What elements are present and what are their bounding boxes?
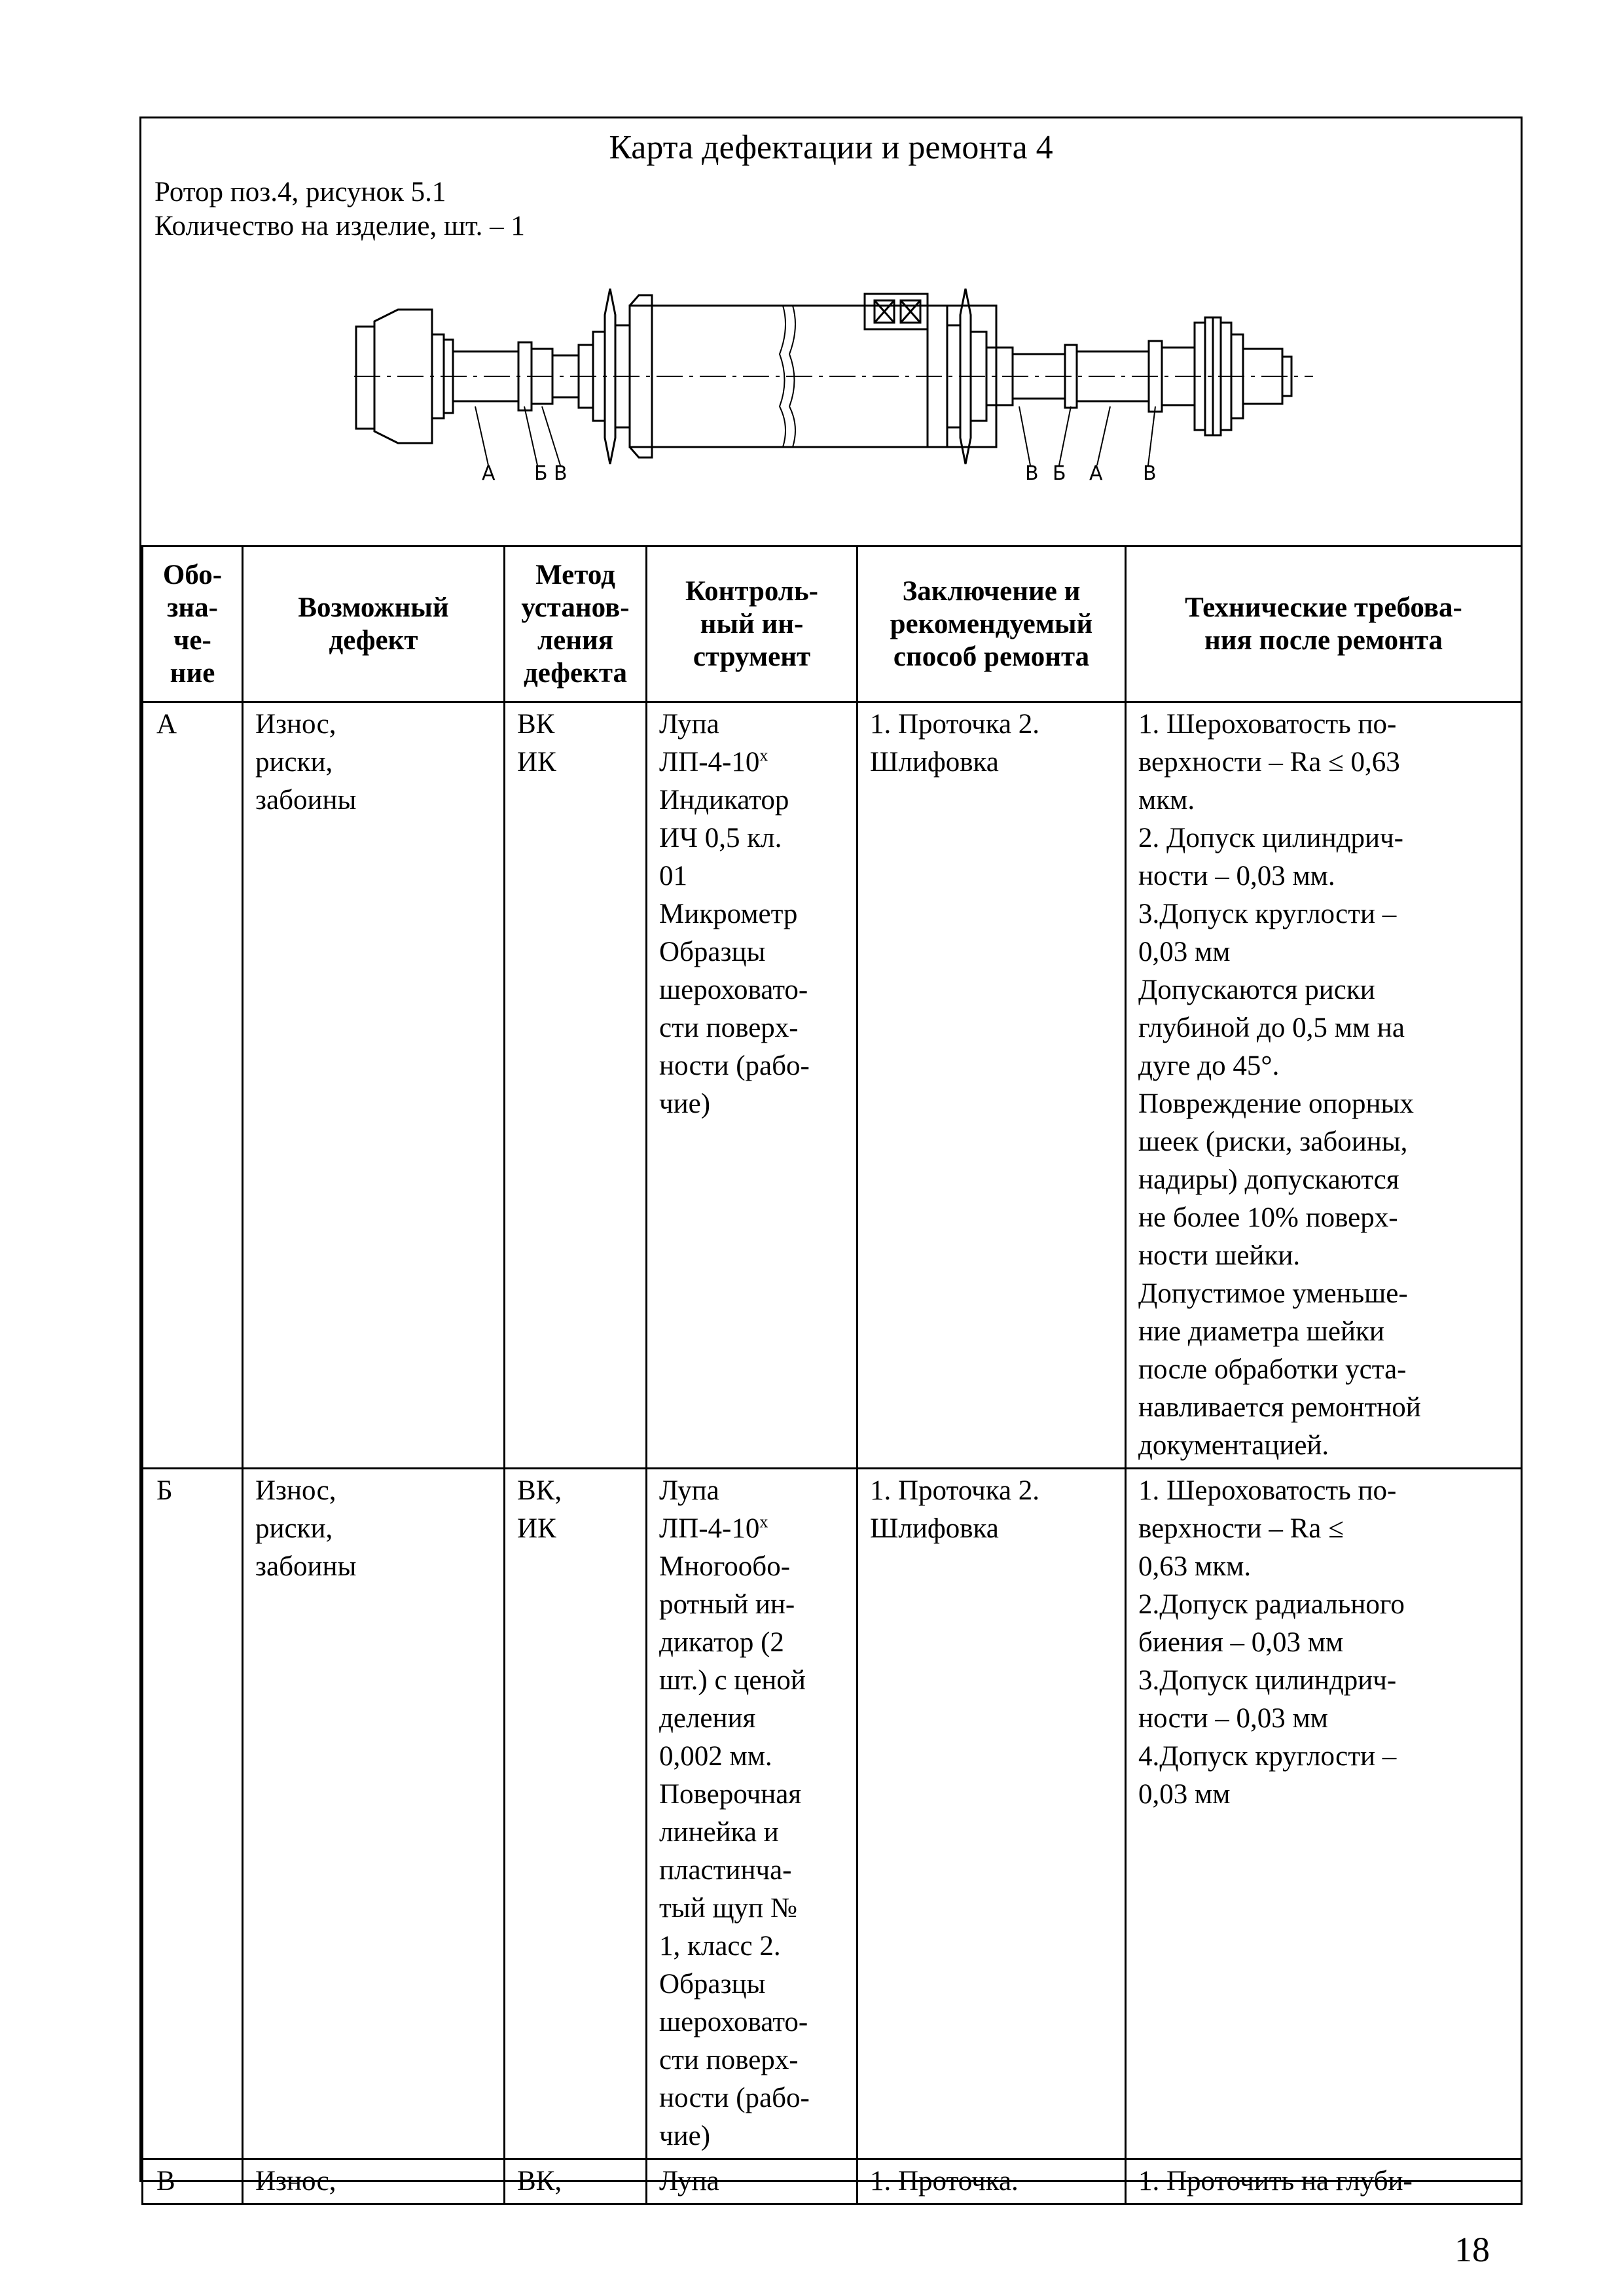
marker-b-left: Б	[534, 462, 548, 485]
marker-a-left: А	[482, 462, 496, 485]
quantity-line: Количество на изделие, шт. – 1	[154, 211, 525, 242]
defect-card-frame	[139, 117, 1523, 2197]
tool-superscript: х	[759, 745, 768, 765]
tool-text-post: Многообо- ротный ин- дикатор (2 шт.) с ценой деления 0,002 мм. Поверочная линейка и пластинча- тый щуп № 1, класс 2. Образцы шероховато- сти поверх- ности (рабо- чие)	[659, 1551, 810, 2151]
tool-text-pre: Лупа	[659, 2166, 719, 2197]
tool-text-pre: Лупа ЛП-4-10	[659, 709, 760, 778]
row-tool	[647, 2159, 857, 2204]
header-method: Метод установ- ления дефекта	[505, 547, 647, 702]
part-reference: Ротор поз.4, рисунок 5.1	[154, 177, 446, 207]
row-repair: 1. Проточка 2. Шлифовка	[857, 1469, 1126, 2159]
tool-superscript: х	[759, 1512, 768, 1532]
table-header-row	[143, 547, 1522, 702]
rotor-drawing	[141, 118, 1521, 547]
header-designation: Обо- зна- че- ние	[143, 547, 243, 702]
marker-b-right: Б	[1053, 462, 1066, 485]
row-requirements: 1. Шероховатость по- верхности – Ra ≤ 0,63 мкм. 2.Допуск радиального биения – 0,03 мм 3.Допуск цилиндрич- ности – 0,03 мм 4.Допуск круглости – 0,03 мм	[1126, 1469, 1522, 2159]
card-header	[141, 118, 1521, 547]
row-code: Б	[143, 1469, 243, 2159]
row-method: ВК ИК	[505, 702, 647, 1469]
header-defect: Возможный дефект	[243, 547, 505, 702]
table-row	[143, 2159, 1522, 2204]
tool-text-post: Индикатор ИЧ 0,5 кл. 01 Микрометр Образцы шероховато- сти поверх- ности (рабо- чие)	[659, 785, 810, 1119]
row-defect: Износ,	[243, 2159, 505, 2204]
card-title: Карта дефектации и ремонта 4	[609, 129, 1053, 166]
row-requirements: 1. Проточить на глуби-	[1126, 2159, 1522, 2204]
header-tool: Контроль- ный ин- струмент	[647, 547, 857, 702]
marker-v-far-right: В	[1143, 462, 1157, 485]
row-tool	[647, 702, 857, 1469]
header-repair: Заключение и рекомендуемый способ ремонта	[857, 547, 1126, 702]
marker-v-right: В	[1025, 462, 1039, 485]
row-code: А	[143, 702, 243, 1469]
row-repair: 1. Проточка 2. Шлифовка	[857, 702, 1126, 1469]
row-defect: Износ, риски, забоины	[243, 1469, 505, 2159]
marker-v-left: В	[554, 462, 568, 485]
table-row	[143, 702, 1522, 1469]
defect-table	[141, 545, 1523, 2205]
row-defect: Износ, риски, забоины	[243, 702, 505, 1469]
row-code: В	[143, 2159, 243, 2204]
marker-a-right: А	[1089, 462, 1103, 485]
header-requirements: Технические требова- ния после ремонта	[1126, 547, 1522, 702]
row-method: ВК,	[505, 2159, 647, 2204]
page-number: 18	[1454, 2230, 1490, 2269]
tool-text-pre: Лупа ЛП-4-10	[659, 1475, 760, 1544]
table-row	[143, 1469, 1522, 2159]
row-requirements: 1. Шероховатость по- верхности – Ra ≤ 0,63 мкм. 2. Допуск цилиндрич- ности – 0,03 мм. 3.Допуск круглости – 0,03 мм Допускаются риски глубиной до 0,5 мм на дуге до 45°. Повреждение опорных шеек (риски, забоины, надиры) допускаются не более 10% поверх- ности шейки. Допустимое уменьше- ние диаметра шейки после обработки уста- навливается ремонтной документацией.	[1126, 702, 1522, 1469]
row-tool	[647, 1469, 857, 2159]
row-method: ВК, ИК	[505, 1469, 647, 2159]
row-repair: 1. Проточка.	[857, 2159, 1126, 2204]
